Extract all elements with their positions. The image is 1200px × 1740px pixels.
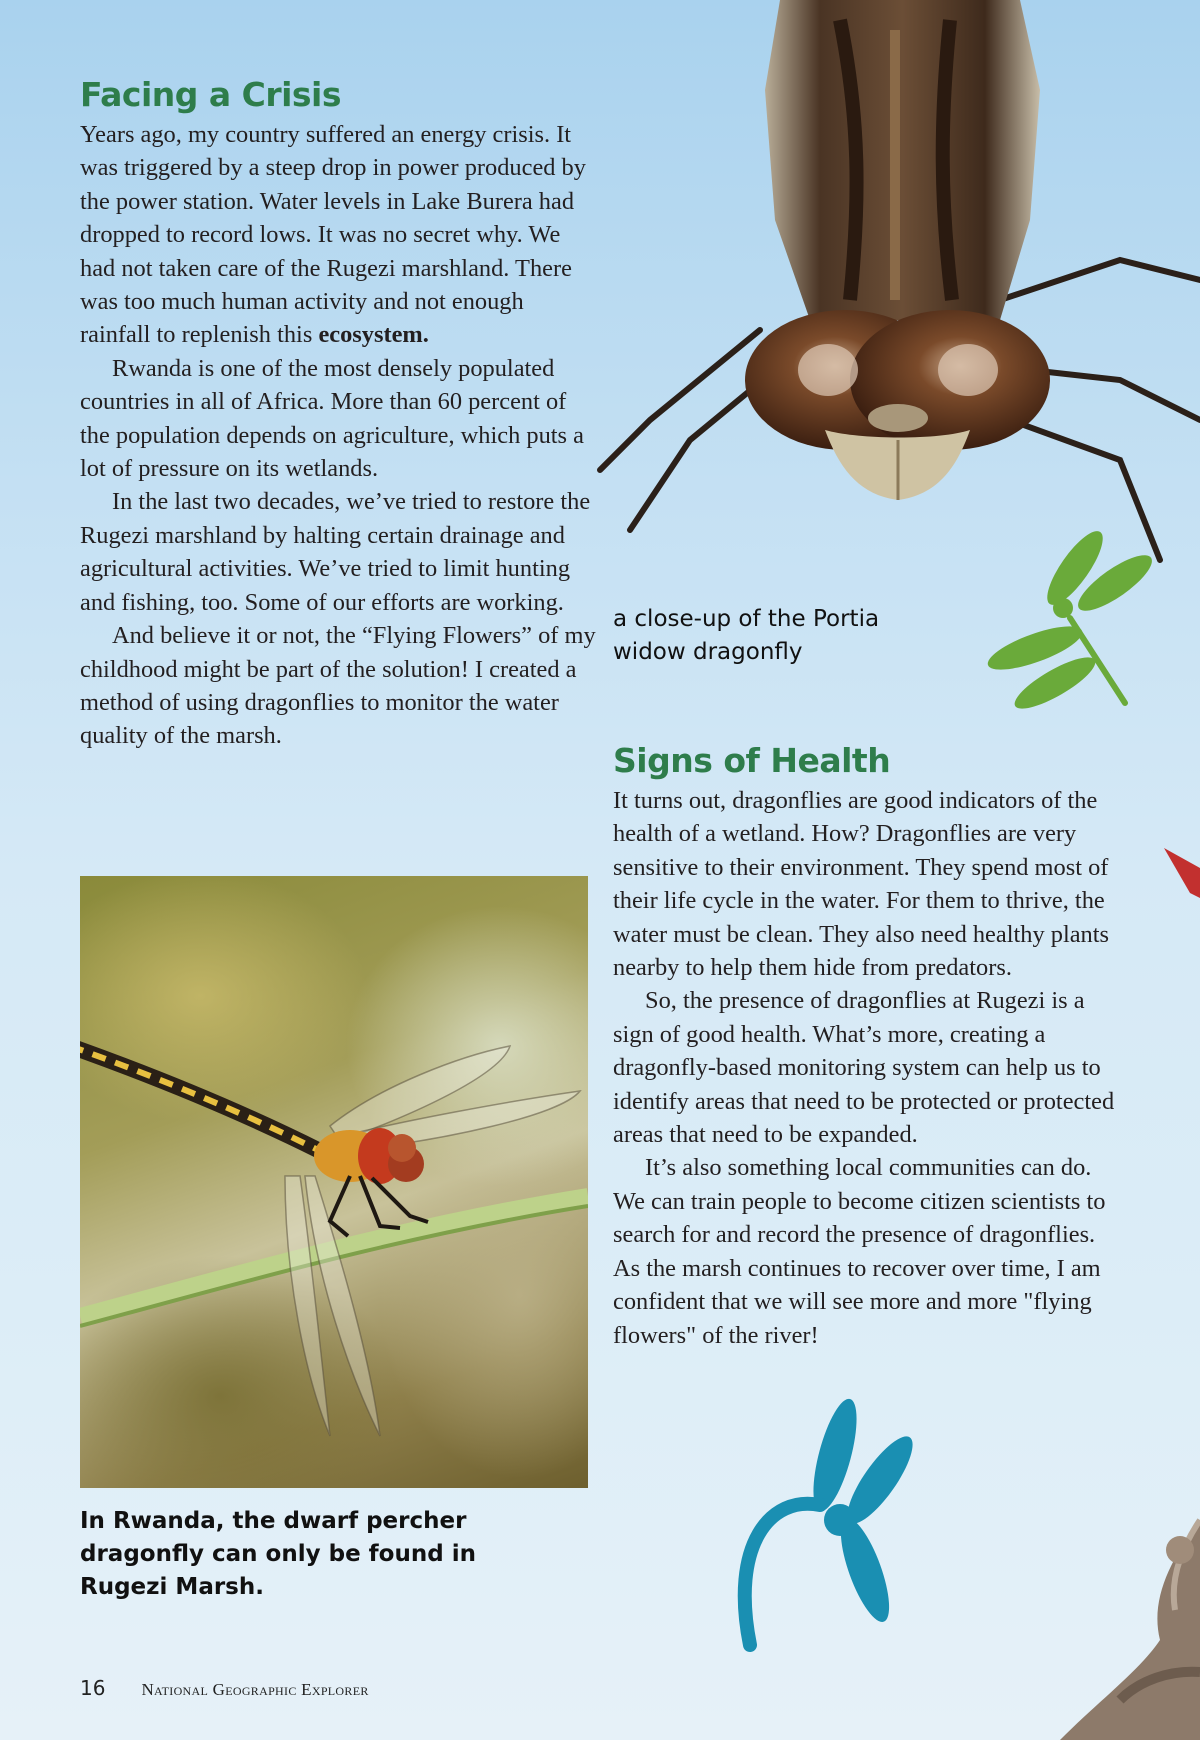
right-column	[613, 740, 1123, 1352]
blue-dragonfly-icon	[690, 1395, 950, 1655]
facing-crisis-heading: Facing a Crisis	[80, 75, 342, 114]
dwarf-percher-photo	[80, 876, 588, 1488]
red-dragonfly-fragment-icon	[1160, 838, 1200, 898]
photo-caption: In Rwanda, the dwarf percher dragonfly can only be found in Rugezi Marsh.	[80, 1508, 476, 1600]
crisis-paragraph-1	[80, 118, 600, 352]
crisis-paragraph-2: Rwanda is one of the most densely populated countries in all of Africa. More than 60 percent of the population depends on agriculture, which puts a lot of pressure on its wetlands.	[80, 354, 584, 483]
ecosystem-term: ecosystem.	[318, 321, 429, 349]
health-paragraph-2: So, the presence of dragonflies at Rugezi is a sign of good health. What’s more, creating a dragonfly-based monitoring system can help us to identify areas that need to be protected or protected areas that need to be expanded.	[613, 987, 1115, 1149]
dwarf-percher-dragonfly-photo	[80, 876, 588, 1488]
page-number: 16	[80, 1676, 106, 1700]
crisis-paragraph-3: In the last two decades, we’ve tried to restore the Rugezi marshland by halting certain drainage and agricultural activities. We’ve tried to limit hunting and fishing, too. Some of our efforts are working.	[80, 488, 591, 616]
crisis-paragraph-4: And believe it or not, the “Flying Flowers” of my childhood might be part of the solution! I created a method of using dragonflies to monitor the water quality of the marsh.	[80, 622, 596, 750]
dragonfly-closeup-photo	[560, 0, 1200, 580]
crisis-paragraph-1-text: Years ago, my country suffered an energy crisis. It was triggered by a steep drop in power produced by the power station. Water levels in Lake Burera had dropped to record lows. It was no secret why. We had not taken care of the Rugezi marshland. There was too much human activity and not enough rainfall to replenish this	[80, 121, 586, 349]
left-column	[80, 74, 600, 753]
branch-decoration	[1020, 1440, 1200, 1740]
signs-of-health-heading: Signs of Health	[613, 741, 891, 780]
green-dragonfly-icon	[975, 528, 1175, 718]
health-paragraph-1: It turns out, dragonflies are good indicators of the health of a wetland. How? Dragonflies are very sensitive to their environment. They spend most of their life cycle in the water. For them to thrive, the water must be clean. They also need healthy plants nearby to help them hide from predators.	[613, 787, 1110, 982]
page-footer	[80, 1676, 369, 1700]
health-paragraph-3: It’s also something local communities can do. We can train people to become citizen scientists to search for and record the presence of dragonflies. As the marsh continues to recover over time, I am confident that we will see more and more "flying flowers" of the river!	[613, 1154, 1106, 1349]
magazine-title: National Geographic Explorer	[141, 1680, 369, 1699]
closeup-caption: a close-up of the Portia widow dragonfly	[613, 606, 880, 665]
